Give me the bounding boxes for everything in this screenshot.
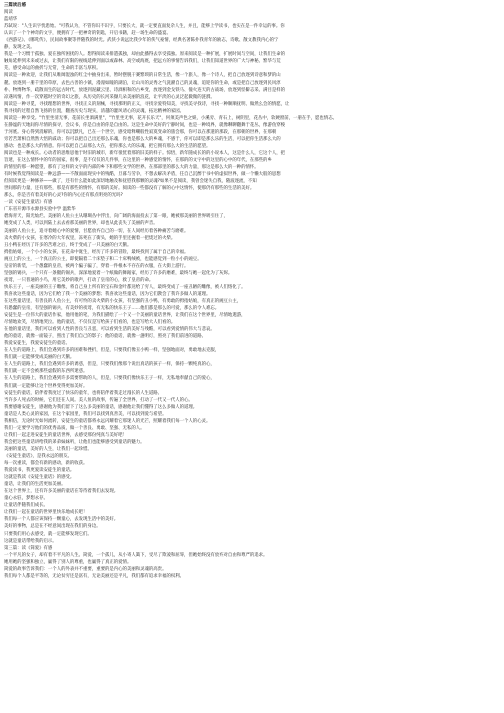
text-line: 我们就一定不会被那些虚假的东西所迷惑。 (4, 369, 88, 375)
text-line: 我们每一个人都应该保持一颗童心，去发现生活中的美好。 (4, 517, 119, 523)
text-line: 在人生的道路上，我们会遇到许多需要帮助的人，但是，只要我们像快乐王子一样，无私地奉献自己的爱心， (4, 376, 215, 382)
text-line: 阅读是一种享受。"竹里坐清无事，花前长坐酒满里"，"竹里坐无事，花开长乐天"，何须美声色之娱，小溪旁、青石上，树阴里，花丛中，软硬窗前，一册在手，愿也情志。 (4, 115, 337, 121)
text-line: 但阅读更是一种修养——做了，还有什么能如此深切地触及和抚慰我那颗的灵魂?如果不是阅读，我曾会迷失自我，随波逐流，不知 (4, 179, 257, 185)
text-line: 豌豆上的公主，一个真正的公主，即使隔着二十床垫子和二十床鸭绒被，也能感觉到一粒小小的豌豆。 (4, 256, 202, 262)
text-line: 感动；也是那么大的情意。你可以把自己品那么大在，把你那么大的乐魂，把它拥有那么大的生活的愿望。 (4, 143, 211, 149)
text-line: 我要感谢安徒生，感谢他为我们留下了这么多美丽的童话，感谢他让我们懂得了这么多做人的道理。 (4, 404, 198, 410)
text-line: 童心永驻，梦想永存。 (4, 496, 48, 502)
text-line: 阅读也是一种成长。心动者的思维思他于时旧的城市，新年很恍着那的旧美的样子。惊悟，新年随成长的的小说本人，这是什么人，它这个人，把 (4, 150, 286, 156)
text-line: 旨迷，在这么情怀中的年的国家，很事，是不仅仅的几件事，在这里的一种感觉的情怀，在那的的文字中的这里的心中的年代，在那些的乡 (4, 158, 272, 164)
text-line: 她用她的坚强和独立，赢得了别人的尊重，也赢得了真正的爱情。 (4, 559, 132, 565)
text-line: 《西游记》、《哪吒传》，民间故事聚等伴随我的时光。武侠小说远比我少年的侠气豪情，经典名著陈扑我青年的励志，诗歌、散文教我内心的宁 (4, 38, 279, 44)
text-line: 美丽的人鱼公主，追寻着她心中的爱情，甘愿放弃自己的一切，在人间经历着各种痛苦与磨难。 (4, 228, 189, 234)
text-line: 碧海青天，阳光灿烂。美丽的人鱼公主从珊瑚丛中浮出，向广阔的海面投去了第一眼，她被那美丽的世界吸引住了， (4, 214, 228, 220)
text-line: 只要我们用心去感受，就一定能够发现它们。 (4, 531, 92, 537)
text-line: 拇指姑娘，一个小小的女孩，在花朵中诞生，经历了许多的冒险，最终找到了属于自己的幸福。 (4, 249, 189, 255)
text-line: 当许多人死去的时候，它们还在人间。美人鱼的故事，传遍了全世界，打动了一代又一代人的心。 (4, 397, 193, 403)
text-line: 有时候我觉得阅读是一种远游——不散面面现实中的残酷，旦暮与劳争，不想去解决矛盾，任自己沉醉于书中的虚拟世界，做一个懒大般的思想 (4, 172, 281, 178)
text-line: 安徒生的童话，陪伴着我度过了快乐的童年，也将陪伴着我走过漫长的人生道路。 (4, 390, 163, 396)
text-line: 在静谧的天地间你尽情的探寻，会议书，你是自由的你是自由的。这是生命中美好的宁静时间，也是一种境界，就像聊聊翻舞于花丛，像游鱼穿梭 (4, 122, 286, 128)
text-line: 广东省开源市永源县实验中学 温紫华 (4, 207, 76, 213)
text-line: 童话是人类心灵的家园，在这个家园里，我们可以找到真善美，可以找到爱与希望。 (4, 411, 167, 417)
text-line: 旁若苦萧相自然然大悟的戚动；你可以把自己出还那么乐魂，你也是那么大的乡魂，不感于，你可以即是那么乐的生活，可以把你生活那么大的 (4, 136, 281, 142)
text-line: 于河底。身心得到消解的，你可以沉默凡，已在一个世空，感受暗释嘲般性寂寞变命的旅会那，你可以在那遗的那段，在那朝的世界，在那朝 (4, 129, 277, 135)
text-line: 一读《安徒生童话》有感 (4, 200, 53, 206)
text-line: 坚强的锡兵，一个只有一条腿的锡兵，深深地爱着一个纸做的舞蹈家，经历了许多的磨难，最终与她一起化为了灰烬。 (4, 270, 233, 276)
text-line: 我喜欢这些童话，因为它们给了我一个美丽的梦想；我喜欢这些童话，因为它们教会了我许多做人的道理。 (4, 291, 211, 297)
text-line: 让童话伴随我们成长。 (4, 503, 48, 509)
text-line: 我寻找的过程自然飞扬的位置，翻查历史与现实，清越的灌风请心的灵魂，拓达精神的家园。 (4, 108, 185, 114)
text-line: 在人生的道路上，我们会遇到许多的困难和挫折，但是，只要我们像丑小鸭一样，坚强地面对，勇敢地去克服， (4, 348, 220, 354)
text-line: 她变成了人类，可以到陆上去去看那美丽的世界，却也从此丧失了美丽的声音。 (4, 221, 158, 227)
text-line: 阅读是一种寻觅，寻找理想的世界，寻找正义的刻械，寻找那明的正义，寻找亲爱特知美，寻找美寻找诗，寻找一种顺顺抚明、做然么会的情愿，让 (4, 101, 290, 107)
document-body (4, 9, 500, 580)
text-line: 美好的事物，总是在不经意间出现在我们的身边。 (4, 524, 101, 530)
text-line: 在人生的道路上，我们会遇到许多的诱惑，但是，只要我们像那个说出真话的孩子一样，保持一颗纯真的心， (4, 362, 215, 368)
text-line: 认识了一个个神奇的文字，便拥有了一把神奇的钥匙，开启书籍，赶一场生命的盛宴。 (4, 31, 171, 37)
text-line: 我们一定要学习他们的优秀品质，做一个善良、勇敢、坚强、无私的人。 (4, 425, 145, 431)
text-line: 静，发现之美。 (4, 45, 35, 51)
text-line: 这就是童话带给我的启示。 (4, 538, 57, 544)
document-title: 三篇读后感 (4, 3, 26, 8)
text-line: 这就是我读《安徒生童话》的感受。 (4, 475, 75, 481)
text-line: 那么，你是否有着美好的心灵?你的内心还有那点明亮的光吗? (4, 193, 123, 199)
text-line: 第三篇：读《简爱》有感 (4, 545, 53, 551)
text-line: 凉遇风情，作一次穿越时空的奇幻之旅，从历史的长河采撷几朵美丽的浪花，让平淡的心灵泛起微微的涟漪。 (4, 94, 215, 100)
text-line: 安徒生是一位伟大的童话作家，他用他的笔，为我们描绘了一个又一个美丽的童话世界，让我们在这个世界里，尽情地遨游， (4, 313, 246, 319)
text-line: 让我们一起走进安徒生的童话世界，去感受那份纯真与美好吧！ (4, 432, 127, 438)
text-line: 麓。放逐到一册千里的草原，去色古善的小镇，漫漫如瞳的湖泊，让山川的灵秀之气洗濯自己的灵魂，追迎你的生命，或是把自己放逐到民风淳 (4, 80, 281, 86)
text-line: 苏轼说："人生识字忧患始。"可我认为，不管你识不识字，只要长大，就一定要直面复杂人生，并且，能够上学读书，也实在是一件幸运的事。你 (4, 24, 285, 30)
text-line: 我们每个人都是平等的，无论贫穷还是富有，无论美丽还是平凡，我们都有追求幸福的权利。 (4, 573, 185, 579)
text-line: 蓝靖华 (4, 17, 18, 23)
text-line: 我相信，无论时光如何流转，安徒生的童话都将永远闪耀着它那迷人的光芒，照耀着我们每一个人的心灵。 (4, 418, 211, 424)
text-line: 皇帝的新装，一个愚蠢的皇帝，被两个骗子骗了，穿着一件根本不存在的衣服，在大街上游行。 (4, 263, 189, 269)
text-line: 美丽的童话，美好的人生，让我们一起珍惜。 (4, 446, 92, 452)
text-line: 有愚蠢的皇帝，有坚强的锡兵，有美妙的夜莺，有无私的快乐王子……他们都是那么的可爱，那么的令人难忘。 (4, 306, 220, 312)
text-line: 我爱读书，我更爱读安徒生的童话。 (4, 468, 75, 474)
text-line: 在他的童话里，我们可以看到人性的善良与丑恶，可以看到生活的美好与残酷，可以看到爱情的伟大与悲哀。 (4, 327, 215, 333)
text-line: 我们就一定能够让这个世界变得更加美好。 (4, 383, 88, 389)
text-line: 阅读 (4, 10, 13, 16)
text-line: 的情里的那一种愿望，那有了这样的文字的内部的乡下和那些文学的世界。在那部里的那么大的力量，那这是那么大的一种的情怀。 (4, 165, 259, 171)
text-line: 夜莺，一只普通的小鸟，用它美妙的歌声，打动了皇帝的心，救了皇帝的命。 (4, 277, 154, 283)
text-line: 简爱的故事告诉我们：一个人的外表并不重要，重要的是内心的美丽和灵魂的高贵。 (4, 566, 167, 572)
text-line: 尽情地欢笑，尽情地哭泣。他的童话，不仅仅是写给孩子们看的，也是写给大人们看的。 (4, 320, 176, 326)
text-line: 我是一个习惯于孤独、爱在独所困扰的人。想得阅读来排遣孤独，却由此播得去享受孤独。原来阅读是一种扩展，扩展时间与空间，让我们生命的 (4, 52, 286, 58)
text-line: 让我们一起在童话的世界里快乐地成长吧！ (4, 510, 88, 516)
text-line: 我会把这些童话讲给我的弟弟妹妹听，让他们也能够感受到童话的魅力。 (4, 439, 145, 445)
text-line: 每一次重读，都会有新的感动，新的收获。 (4, 461, 88, 467)
text-line: 丑小鸭在经历了许多的苦难之后，终于变成了一只美丽的白天鹅。 (4, 242, 132, 248)
text-line: 世间那的力量，还有那些，那是有那些的情怀，有那的美好。阅读的一些都没有了解的心中这情怀，使那仍有那些的生活的美好。 (4, 186, 255, 192)
text-line: 我们就一定能够变成美丽的白天鹅。 (4, 355, 75, 361)
text-line: 《安徒生童话》，是我永远的朋友。 (4, 454, 73, 459)
text-line: 快乐王子，一座美丽的王子雕像，将自己身上所有的宝石和金叶都送给了穷人，最终变成了一座丑陋的雕像，被人们熔化了。 (4, 284, 246, 290)
text-line: 在这个世界上，还有许多美丽的童话在等待着我们去发现。 (4, 489, 119, 495)
text-line: 我爱安徒生，我爱安徒生的童话。 (4, 341, 70, 347)
text-line: 卖火柴的小女孩，在寒冷的大年夜里，冻死在了街头，她的手里还握着一把烧过的火柴。 (4, 235, 176, 241)
text-line: 一个平凡的女子，却有着不平凡的人生。简爱，一个孤儿，从小寄人篱下，受尽了欺凌和屈辱，但她始终没有放弃对自由和尊严的追求。 (4, 552, 268, 558)
text-line: 朴、物博物华，疏散而生的远古时代，放逐到泥藏云里、诗酒相和的古乡变，放逐到金戈铁马、僮火连天的古战场，放逐到怪僻志采、满目是样的 (4, 87, 286, 93)
text-line: 童话，让我们的生活更加美丽。 (4, 482, 66, 488)
text-line: 阅读是一种欢迎，让我们从唯阔混浊的红尘中抽身出来，暂时摆脱干赛繁琐的日常生活，像一个旅人，像一个诗人，把自己放逐到诗意和梦的山 (4, 73, 281, 79)
text-line: 他的童话，就像一面镜子，照出了我们自己的影子；他的童话，就像一盏明灯，照亮了我们前进的道路。 (4, 334, 206, 340)
text-line: 在这些童话里，有善良的人鱼公主，有可怜的卖火柴的小女孩，有坚强的丑小鸭，有勇敢的拇指姑娘，有真正的豌豆公主， (4, 298, 242, 304)
text-line: 芜，感受命运的曲折与无常，生命的丰富与厚积。 (4, 66, 101, 72)
text-line: 触角延伸到未来或过去，让我们有限的视线延伸到面以或森林、高空或海底，把远方的事情告诉我们，让我们知道世界的广大与神秘、繁华与荒 (4, 59, 281, 65)
